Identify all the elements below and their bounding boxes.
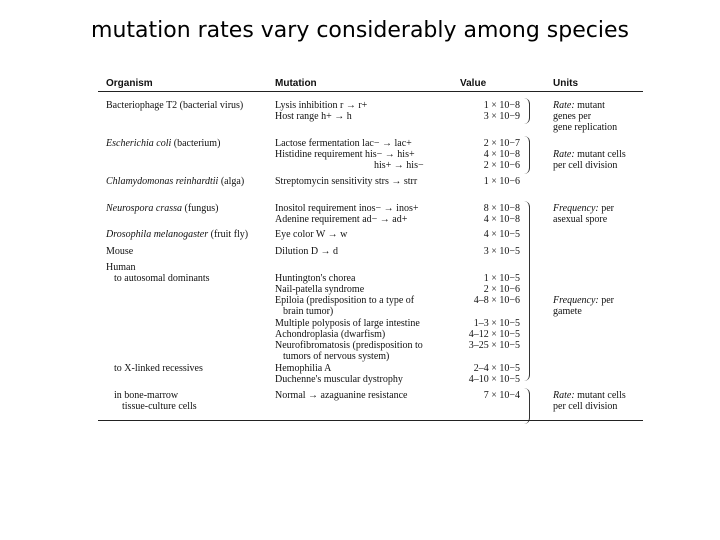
organism-mouse: Mouse (106, 246, 134, 257)
mutation-item: tumors of nervous system) (283, 351, 390, 362)
unit-frequency-spore-line2: asexual spore (553, 214, 608, 225)
value-item: 4 × 10−5 (483, 229, 520, 240)
unit-frequency-gamete: Frequency: per (553, 295, 614, 306)
header-units: Units (553, 78, 578, 89)
value-item: 1 × 10−8 (483, 100, 520, 111)
organism-drosophila: Drosophila melanogaster (fruit fly) (106, 229, 249, 240)
organism-neurospora: Neurospora crassa (fungus) (106, 203, 219, 214)
mutation-rate-table (98, 72, 643, 432)
organism-x-linked: to X-linked recessives (114, 363, 203, 374)
value-item: 3–25 × 10−5 (468, 340, 520, 351)
organism-human: Human (106, 262, 136, 273)
unit-rate-cells: Rate: mutant cells (553, 149, 626, 160)
value-item: 4 × 10−8 (483, 149, 520, 160)
mutation-item: Neurofibromatosis (predisposition to (275, 340, 423, 351)
value-item: 2 × 10−6 (483, 284, 520, 295)
brace (523, 98, 530, 124)
mutation-item: Dilution D → d (275, 246, 339, 257)
mutation-item: Normal → azaguanine resistance (275, 390, 408, 401)
organism-t2: Bacteriophage T2 (bacterial virus) (106, 100, 244, 111)
mutation-item: Host range h+ → h (275, 111, 352, 122)
organism-autosomal-dominants: to autosomal dominants (114, 273, 210, 284)
organism-ecoli: Escherichia coli (bacterium) (106, 138, 221, 149)
mutation-item: Streptomycin sensitivity strs → strr (275, 176, 418, 187)
organism-chlamydomonas: Chlamydomonas reinhardtii (alga) (106, 176, 245, 187)
header-value: Value (460, 78, 487, 89)
mutation-item: Lysis inhibition r → r+ (275, 100, 368, 111)
value-item: 1 × 10−6 (483, 176, 520, 187)
unit-rate-genes: Rate: mutant (553, 100, 605, 111)
unit-rate-genes-line3: gene replication (553, 122, 618, 133)
unit-rate-bone-line2: per cell division (553, 401, 618, 412)
mutation-item: Achondroplasia (dwarfism) (275, 329, 386, 340)
brace (523, 388, 530, 424)
mutation-item: brain tumor) (283, 306, 334, 317)
mutation-item: Histidine requirement his− → his+ (275, 149, 415, 160)
mutation-item: Huntington's chorea (275, 273, 356, 284)
organism-bone-marrow-1: in bone-marrow (114, 390, 179, 401)
mutation-item: Epiloia (predisposition to a type of (275, 295, 415, 306)
value-item: 4–12 × 10−5 (468, 329, 520, 340)
value-item: 7 × 10−4 (483, 390, 520, 401)
value-item: 3 × 10−5 (483, 246, 520, 257)
header-mutation: Mutation (275, 78, 317, 89)
value-item: 2 × 10−7 (483, 138, 520, 149)
header-organism: Organism (106, 78, 153, 89)
value-item: 1 × 10−5 (483, 273, 520, 284)
brace (523, 136, 530, 174)
mutation-item: Inositol requirement inos− → inos+ (275, 203, 419, 214)
mutation-item: Multiple polyposis of large intestine (275, 318, 420, 329)
unit-frequency-gamete-line2: gamete (553, 306, 582, 317)
mutation-item: Nail-patella syndrome (275, 284, 365, 295)
mutation-item: Adenine requirement ad− → ad+ (275, 214, 408, 225)
mutation-item: Lactose fermentation lac− → lac+ (275, 138, 412, 149)
organism-bone-marrow-2: tissue-culture cells (122, 401, 197, 412)
unit-rate-bone: Rate: mutant cells (553, 390, 626, 401)
brace (523, 201, 530, 381)
unit-frequency-spore: Frequency: per (553, 203, 614, 214)
mutation-item: his+ → his− (374, 160, 424, 171)
unit-rate-cells-line2: per cell division (553, 160, 618, 171)
slide-title: mutation rates vary considerably among species (91, 18, 629, 43)
header-rule (98, 91, 643, 92)
footer-rule (98, 420, 643, 421)
value-item: 3 × 10−9 (483, 111, 520, 122)
value-item: 2–4 × 10−5 (473, 363, 520, 374)
value-item: 4–10 × 10−5 (468, 374, 520, 385)
value-item: 4–8 × 10−6 (473, 295, 520, 306)
value-item: 8 × 10−8 (483, 203, 520, 214)
value-item: 1–3 × 10−5 (473, 318, 520, 329)
mutation-item: Duchenne's muscular dystrophy (275, 374, 403, 385)
mutation-item: Eye color W → w (275, 229, 348, 240)
value-item: 2 × 10−6 (483, 160, 520, 171)
unit-rate-genes-line2: genes per (553, 111, 592, 122)
mutation-item: Hemophilia A (275, 363, 332, 374)
value-item: 4 × 10−8 (483, 214, 520, 225)
